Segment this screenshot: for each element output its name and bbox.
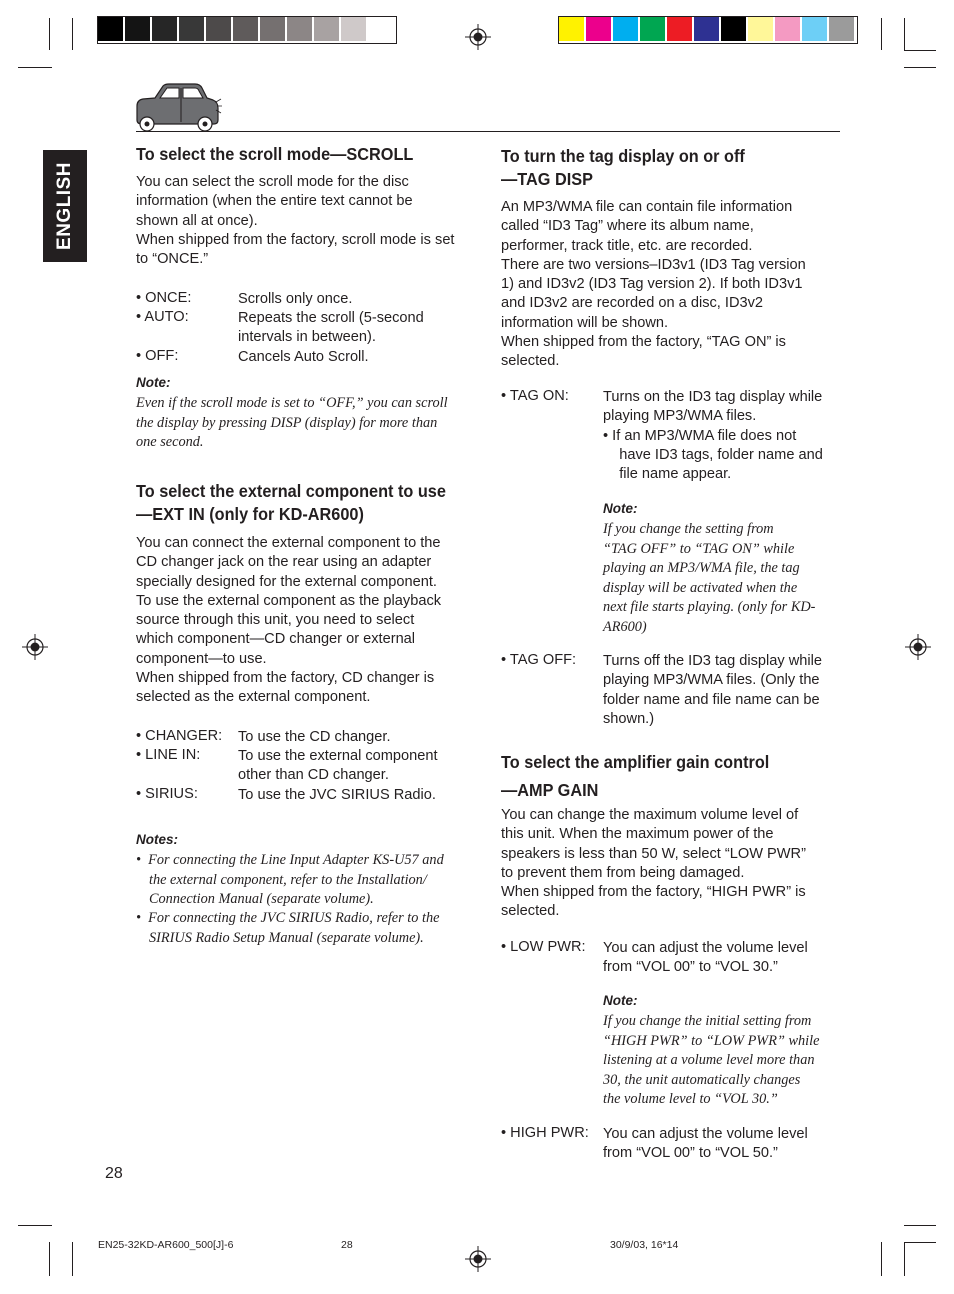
gray-bar-swatch <box>260 17 285 41</box>
scroll-note: Even if the scroll mode is set to “OFF,” you can scroll the display by pressing DISP (display) for more than one second. <box>136 395 448 450</box>
low-pwr-desc: You can adjust the volume level from “VOL 00” to “VOL 30.” <box>603 940 808 976</box>
gray-bar-swatch <box>233 17 258 41</box>
scroll-body: You can select the scroll mode for the disc information (when the entire text cannot be shown all at once). When shipped from the factory, scroll mode is set to “ONCE.” <box>136 174 455 268</box>
gray-bar-swatch <box>368 17 393 41</box>
tag-off-desc: Turns off the ID3 tag display while playing MP3/WMA files. (Only the folder name and file name can be shown.) <box>603 653 823 727</box>
language-side-tab <box>43 150 87 262</box>
ext-option-sirius-desc: To use the JVC SIRIUS Radio. <box>238 787 436 803</box>
gray-bar-swatch <box>125 17 150 41</box>
gray-bar-swatch <box>98 17 123 41</box>
gray-bar-swatch <box>206 17 231 41</box>
gray-bar-swatch <box>152 17 177 41</box>
color-bar-swatch <box>694 17 719 41</box>
amp-gain-body: You can change the maximum volume level of this unit. When the maximum power of the speakers is less than 50 W, select “LOW PWR” to prevent them from being damaged. When shipped from the factory, “HIGH PWR” is selected. <box>501 807 806 920</box>
tag-disp-heading: To turn the tag display on or off —TAG DISP <box>501 146 745 189</box>
amp-note-heading: Note: <box>603 993 638 1008</box>
tag-note: If you change the setting from “TAG OFF” to “TAG ON” while playing an MP3/WMA file, the tag display will be activated when the next file starts playing. (only for KD- AR600) <box>603 521 816 635</box>
ext-in-note-2: • For connecting the JVC SIRIUS Radio, refer to the SIRIUS Radio Setup Manual (separate volume). <box>136 910 440 946</box>
ext-in-notes-heading: Notes: <box>136 832 179 847</box>
color-bar-swatch <box>829 17 854 41</box>
registration-mark-left-icon <box>22 634 48 660</box>
color-bar-swatch <box>667 17 692 41</box>
tag-disp-body: An MP3/WMA file can contain file information called “ID3 Tag” where its album name, performer, track title, etc. are recorded. There are two versions–ID3v1 (ID3 Tag version 1) and ID3v2 (ID3 Tag version 2). If both ID3v1 and ID3v2 are recorded on a disc, ID3v2 information will be shown. When shipped from the factory, “TAG ON” is selected. <box>501 199 806 370</box>
registration-mark-top-icon <box>465 24 491 50</box>
gray-bar-swatch <box>179 17 204 41</box>
ext-option-sirius-term: • SIRIUS: <box>136 786 198 802</box>
page-number: 28 <box>105 1165 123 1182</box>
header-rule <box>136 131 840 132</box>
amp-note: If you change the initial setting from “HIGH PWR” to “LOW PWR” while listening at a volume level more than 30, the unit automatically changes the volume level to “VOL 30.” <box>603 1013 820 1107</box>
registration-mark-bottom-icon <box>465 1246 491 1272</box>
registration-mark-right-icon <box>905 634 931 660</box>
scroll-note-heading: Note: <box>136 375 171 390</box>
scroll-option-once-desc: Scrolls only once. <box>238 291 353 307</box>
low-pwr-term: • LOW PWR: <box>501 939 586 955</box>
color-bar-swatch <box>775 17 800 41</box>
tag-off-term: • TAG OFF: <box>501 652 577 668</box>
car-icon <box>133 82 223 132</box>
scroll-option-off-desc: Cancels Auto Scroll. <box>238 349 369 365</box>
ext-in-heading: To select the external component to use —EXT IN (only for KD-AR600) <box>136 481 446 524</box>
language-tab-label: ENGLISH <box>54 162 75 250</box>
scroll-option-off-term: • OFF: <box>136 348 179 364</box>
tag-on-desc: Turns on the ID3 tag display while playing MP3/WMA files. • If an MP3/WMA file does not have ID3 tags, folder name and file name appear. <box>603 389 823 483</box>
amp-gain-heading: To select the amplifier gain control —AMP GAIN <box>501 752 770 800</box>
color-bar-swatch <box>640 17 665 41</box>
color-bar-swatch <box>586 17 611 41</box>
scroll-option-auto-desc: Repeats the scroll (5-second intervals in between). <box>238 310 424 346</box>
footer-file-name: EN25-32KD-AR600_500[J]-6 <box>98 1239 234 1251</box>
color-bar-swatch <box>721 17 746 41</box>
high-pwr-desc: You can adjust the volume level from “VOL 00” to “VOL 50.” <box>603 1126 808 1162</box>
tag-note-heading: Note: <box>603 501 638 516</box>
scroll-option-once-term: • ONCE: <box>136 290 192 306</box>
ext-option-line-in-desc: To use the external component other than CD changer. <box>238 748 438 784</box>
tag-on-term: • TAG ON: <box>501 388 569 404</box>
color-bar-swatch <box>613 17 638 41</box>
gray-bar-swatch <box>341 17 366 41</box>
ext-option-changer-desc: To use the CD changer. <box>238 729 391 745</box>
footer-page: 28 <box>341 1239 353 1251</box>
ext-option-line-in-term: • LINE IN: <box>136 747 201 763</box>
color-bar-swatch <box>559 17 584 41</box>
color-bar-swatch <box>802 17 827 41</box>
scroll-option-auto-term: • AUTO: <box>136 309 189 325</box>
gray-bar-swatch <box>287 17 312 41</box>
scroll-heading: To select the scroll mode—SCROLL <box>136 144 414 164</box>
ext-in-note-1: • For connecting the Line Input Adapter KS-U57 and the external component, refer to the Installation/ Connection Manual (separate volume). <box>136 852 444 907</box>
gray-bar-swatch <box>314 17 339 41</box>
color-bar-swatch <box>748 17 773 41</box>
ext-option-changer-term: • CHANGER: <box>136 728 223 744</box>
footer-date: 30/9/03, 16*14 <box>610 1239 679 1251</box>
ext-in-body: You can connect the external component to the CD changer jack on the rear using an adapter specially designed for the external component. To use the external component as the playback source through this unit, you need to select which component—CD changer or external component—to use. When shipped from the factory, CD changer is selected as the external component. <box>136 535 442 706</box>
high-pwr-term: • HIGH PWR: <box>501 1125 589 1141</box>
